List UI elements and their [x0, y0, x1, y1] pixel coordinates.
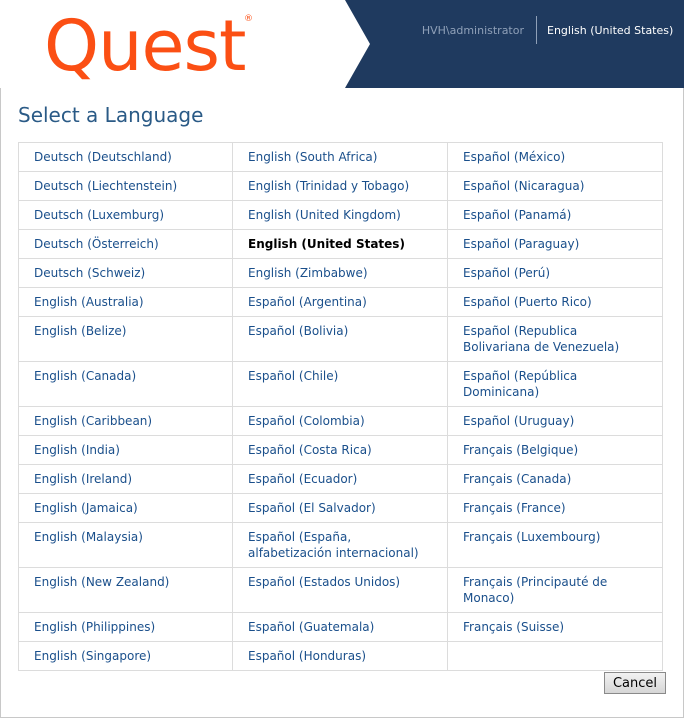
- language-cell[interactable]: [448, 172, 663, 201]
- language-row: [19, 143, 663, 172]
- language-cell[interactable]: [19, 201, 233, 230]
- language-option[interactable]: Español (Argentina): [248, 295, 367, 309]
- language-cell[interactable]: [19, 494, 233, 523]
- language-row: [19, 523, 663, 568]
- language-option[interactable]: Español (Colombia): [248, 414, 365, 428]
- language-cell[interactable]: [448, 523, 663, 568]
- language-option[interactable]: Español (Estados Unidos): [248, 575, 401, 589]
- registered-mark-icon: ®: [244, 14, 253, 24]
- language-cell[interactable]: [233, 642, 448, 671]
- language-option[interactable]: Español (Bolivia): [248, 324, 349, 338]
- language-cell[interactable]: [233, 523, 448, 568]
- language-cell[interactable]: [233, 494, 448, 523]
- language-option[interactable]: Español (República Dominicana): [463, 369, 578, 399]
- language-cell[interactable]: [448, 613, 663, 642]
- language-cell[interactable]: [19, 259, 233, 288]
- language-option: English (United States): [248, 237, 405, 251]
- language-option[interactable]: English (Singapore): [34, 649, 152, 663]
- language-cell[interactable]: [448, 407, 663, 436]
- language-cell[interactable]: [19, 362, 233, 407]
- language-option[interactable]: Español (Ecuador): [248, 472, 358, 486]
- quest-logo: Quest: [44, 5, 246, 87]
- current-locale-link[interactable]: English (United States): [547, 24, 674, 37]
- language-option[interactable]: Español (México): [463, 150, 566, 164]
- language-cell[interactable]: [448, 201, 663, 230]
- language-cell[interactable]: [233, 465, 448, 494]
- language-cell[interactable]: [448, 362, 663, 407]
- language-option[interactable]: Français (Suisse): [463, 620, 565, 634]
- language-option[interactable]: Español (Republica Bolivariana de Venezuela): [463, 324, 620, 354]
- language-cell[interactable]: [19, 288, 233, 317]
- language-option[interactable]: English (South Africa): [248, 150, 378, 164]
- language-cell[interactable]: [448, 317, 663, 362]
- language-option[interactable]: Français (Belgique): [463, 443, 579, 457]
- language-row: [19, 465, 663, 494]
- language-cell[interactable]: [233, 201, 448, 230]
- user-name: HVH\administrator: [421, 24, 524, 37]
- language-row: [19, 568, 663, 613]
- language-row: [19, 642, 663, 671]
- language-option[interactable]: Español (Perú): [463, 266, 550, 280]
- language-option[interactable]: English (New Zealand): [34, 575, 170, 589]
- language-option[interactable]: Español (España, alfabetización internacional): [248, 530, 419, 560]
- language-cell[interactable]: [233, 317, 448, 362]
- language-row: [19, 494, 663, 523]
- language-row: [19, 407, 663, 436]
- language-cell[interactable]: [233, 143, 448, 172]
- language-cell[interactable]: [19, 613, 233, 642]
- language-table: [18, 142, 663, 671]
- language-option[interactable]: Français (Luxembourg): [463, 530, 601, 544]
- language-option[interactable]: English (Belize): [34, 324, 127, 338]
- cancel-button[interactable]: Cancel: [604, 672, 666, 694]
- language-option[interactable]: Español (Puerto Rico): [463, 295, 592, 309]
- language-cell[interactable]: [448, 259, 663, 288]
- language-cell[interactable]: [19, 407, 233, 436]
- language-cell[interactable]: [19, 230, 233, 259]
- language-row: [19, 613, 663, 642]
- language-cell[interactable]: [19, 465, 233, 494]
- language-option[interactable]: Deutsch (Deutschland): [34, 150, 172, 164]
- language-cell[interactable]: [19, 642, 233, 671]
- language-row: [19, 230, 663, 259]
- language-option[interactable]: Deutsch (Luxemburg): [34, 208, 165, 222]
- language-option[interactable]: Español (Panamá): [463, 208, 572, 222]
- language-cell[interactable]: [233, 407, 448, 436]
- page-title: Select a Language: [18, 103, 204, 127]
- language-option[interactable]: Español (Chile): [248, 369, 339, 383]
- language-option[interactable]: Deutsch (Liechtenstein): [34, 179, 178, 193]
- language-cell[interactable]: [233, 172, 448, 201]
- language-option[interactable]: English (Philippines): [34, 620, 156, 634]
- language-option[interactable]: Deutsch (Schweiz): [34, 266, 146, 280]
- language-option[interactable]: Español (Nicaragua): [463, 179, 585, 193]
- language-option[interactable]: Español (Uruguay): [463, 414, 575, 428]
- language-option[interactable]: English (Ireland): [34, 472, 133, 486]
- language-cell: [448, 642, 663, 671]
- language-row: [19, 288, 663, 317]
- language-cell[interactable]: [19, 436, 233, 465]
- language-option[interactable]: Español (Honduras): [248, 649, 366, 663]
- language-cell[interactable]: [19, 317, 233, 362]
- language-cell[interactable]: [19, 568, 233, 613]
- language-option[interactable]: English (Trinidad y Tobago): [248, 179, 410, 193]
- language-cell[interactable]: [233, 362, 448, 407]
- language-cell[interactable]: [448, 143, 663, 172]
- language-option[interactable]: English (Malaysia): [34, 530, 143, 544]
- language-row: [19, 201, 663, 230]
- language-row: [19, 172, 663, 201]
- language-cell[interactable]: [448, 465, 663, 494]
- language-cell[interactable]: [19, 172, 233, 201]
- language-option[interactable]: English (Canada): [34, 369, 137, 383]
- language-option[interactable]: English (India): [34, 443, 120, 457]
- language-option[interactable]: Español (Paraguay): [463, 237, 580, 251]
- language-option[interactable]: English (Australia): [34, 295, 144, 309]
- language-cell[interactable]: [448, 230, 663, 259]
- header-divider: [536, 16, 537, 44]
- language-cell[interactable]: [233, 259, 448, 288]
- language-cell[interactable]: [448, 568, 663, 613]
- language-option[interactable]: Español (Costa Rica): [248, 443, 372, 457]
- language-cell[interactable]: [19, 143, 233, 172]
- language-option[interactable]: English (Caribbean): [34, 414, 153, 428]
- language-option[interactable]: Español (Guatemala): [248, 620, 375, 634]
- language-cell[interactable]: [448, 494, 663, 523]
- language-row: [19, 436, 663, 465]
- language-cell[interactable]: [19, 523, 233, 568]
- language-cell[interactable]: [233, 436, 448, 465]
- language-option[interactable]: Español (El Salvador): [248, 501, 376, 515]
- language-option[interactable]: English (Zimbabwe): [248, 266, 368, 280]
- language-cell[interactable]: [233, 288, 448, 317]
- language-option[interactable]: Français (Canada): [463, 472, 572, 486]
- language-row: [19, 259, 663, 288]
- language-cell: [233, 230, 448, 259]
- language-option[interactable]: English (Jamaica): [34, 501, 138, 515]
- header: [0, 0, 684, 88]
- language-row: [19, 317, 663, 362]
- language-option[interactable]: Français (France): [463, 501, 566, 515]
- language-row: [19, 362, 663, 407]
- language-cell[interactable]: [233, 613, 448, 642]
- language-option[interactable]: English (United Kingdom): [248, 208, 401, 222]
- language-cell[interactable]: [448, 436, 663, 465]
- language-option[interactable]: Deutsch (Österreich): [34, 237, 159, 251]
- language-cell[interactable]: [448, 288, 663, 317]
- language-option[interactable]: Français (Principauté de Monaco): [463, 575, 608, 605]
- language-cell[interactable]: [233, 568, 448, 613]
